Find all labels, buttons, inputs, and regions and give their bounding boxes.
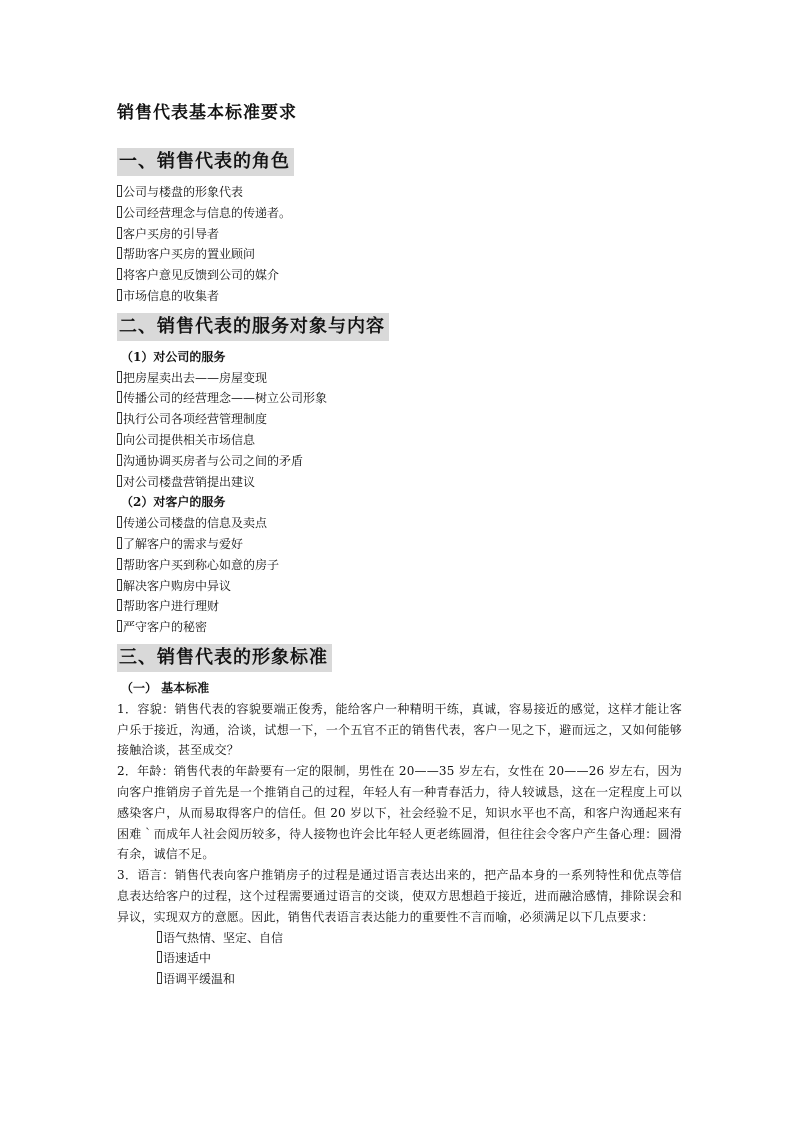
- list-item: 把房屋卖出去——房屋变现: [117, 368, 682, 389]
- bullet-box-icon: [117, 537, 122, 549]
- document-content: [117, 100, 682, 996]
- list-item: 解决客户购房中异议: [117, 576, 682, 597]
- list-item: 帮助客户买到称心如意的房子: [117, 555, 682, 576]
- list-item: 向公司提供相关市场信息: [117, 430, 682, 451]
- bullet-box-icon: [117, 599, 122, 611]
- bullet-box-icon: [117, 289, 122, 301]
- list-item: 传播公司的经营理念——树立公司形象: [117, 388, 682, 409]
- list-item: 对公司楼盘营销提出建议: [117, 472, 682, 493]
- bullet-box-icon: [117, 391, 122, 403]
- list-item: 语调平缓温和: [117, 969, 682, 990]
- bullet-box-icon: [117, 206, 122, 218]
- list-item: 客户买房的引导者: [117, 224, 682, 245]
- bullet-box-icon: [117, 268, 122, 280]
- paragraph-appearance: 1．容貌：销售代表的容貌要端正俊秀，能给客户一种精明干练，真诚，容易接近的感觉，这样才能让客户乐于接近，沟通，洽谈，试想一下，一个五官不正的销售代表，客户一见之下，避而远之，又如何能够接触洽谈，甚至成交？: [117, 701, 682, 758]
- section-image-standard: [117, 644, 682, 990]
- bullet-box-icon: [117, 620, 122, 632]
- list-item: 公司经营理念与信息的传递者。: [117, 203, 682, 224]
- bullet-box-icon: [117, 454, 122, 466]
- bullet-box-icon: [157, 931, 162, 943]
- section-service: [117, 313, 682, 638]
- bullet-box-icon: [117, 558, 122, 570]
- bullet-box-icon: [157, 972, 162, 984]
- subsection-heading: （1）对公司的服务: [121, 349, 226, 364]
- bullet-box-icon: [117, 475, 122, 487]
- bullet-box-icon: [117, 371, 122, 383]
- list-item: 了解客户的需求与爱好: [117, 534, 682, 555]
- paragraph-language: 3．语言：销售代表向客户推销房子的过程是通过语言表达出来的，把产品本身的一系列特性和优点等信息表达给客户的过程，这个过程需要通过语言的交谈，使双方思想趋于接近，进而融洽感情，排除误会和异议，实现双方的意愿。因此，销售代表语言表达能力的重要性不言而喻，必须满足以下几点要求：: [117, 868, 682, 924]
- bullet-box-icon: [117, 579, 122, 591]
- list-item: 语速适中: [117, 948, 682, 969]
- list-item: 传递公司楼盘的信息及卖点: [117, 513, 682, 534]
- bullet-box-icon: [117, 433, 122, 445]
- list-item: 执行公司各项经营管理制度: [117, 409, 682, 430]
- list-item: 公司与楼盘的形象代表: [117, 182, 682, 203]
- list-item: 语气热情、坚定、自信: [117, 928, 682, 949]
- bullet-box-icon: [117, 516, 122, 528]
- bullet-box-icon: [157, 951, 162, 963]
- section-heading: 一、销售代表的角色: [117, 148, 294, 176]
- section-heading: 二、销售代表的服务对象与内容: [117, 313, 389, 341]
- list-item: 严守客户的秘密: [117, 617, 682, 638]
- list-item: 帮助客户买房的置业顾问: [117, 244, 682, 265]
- section-heading: 三、销售代表的形象标准: [117, 644, 332, 672]
- bullet-box-icon: [117, 247, 122, 259]
- section-roles: [117, 148, 682, 307]
- list-item: 沟通协调买房者与公司之间的矛盾: [117, 451, 682, 472]
- bullet-box-icon: [117, 412, 122, 424]
- bullet-box-icon: [117, 227, 122, 239]
- bullet-box-icon: [117, 185, 122, 197]
- list-item: 帮助客户进行理财: [117, 596, 682, 617]
- list-item: 市场信息的收集者: [117, 286, 682, 307]
- subsection-heading: （2）对客户的服务: [121, 495, 226, 510]
- subsection-heading: （一） 基本标准: [121, 680, 210, 695]
- list-item: 将客户意见反馈到公司的媒介: [117, 265, 682, 286]
- document-title: 销售代表基本标准要求: [117, 103, 297, 123]
- paragraph-age: 2．年龄：销售代表的年龄要有一定的限制，男性在 20——35 岁左右，女性在 20——26 岁左右，因为向客户推销房子首先是一个推销自己的过程，年轻人有一种青春活力，待人较诚恳，这在一定程度上可以感染客户，从而易取得客户的信任。但 20 岁以下，社会经验不足，知识水平也不高，和客户沟通起来有困难｀而成年人社会阅历较多，待人接物也许会比年轻人更老练圆滑，但往往会令客户产生备心理：圆滑有余，诚信不足。: [117, 764, 682, 862]
